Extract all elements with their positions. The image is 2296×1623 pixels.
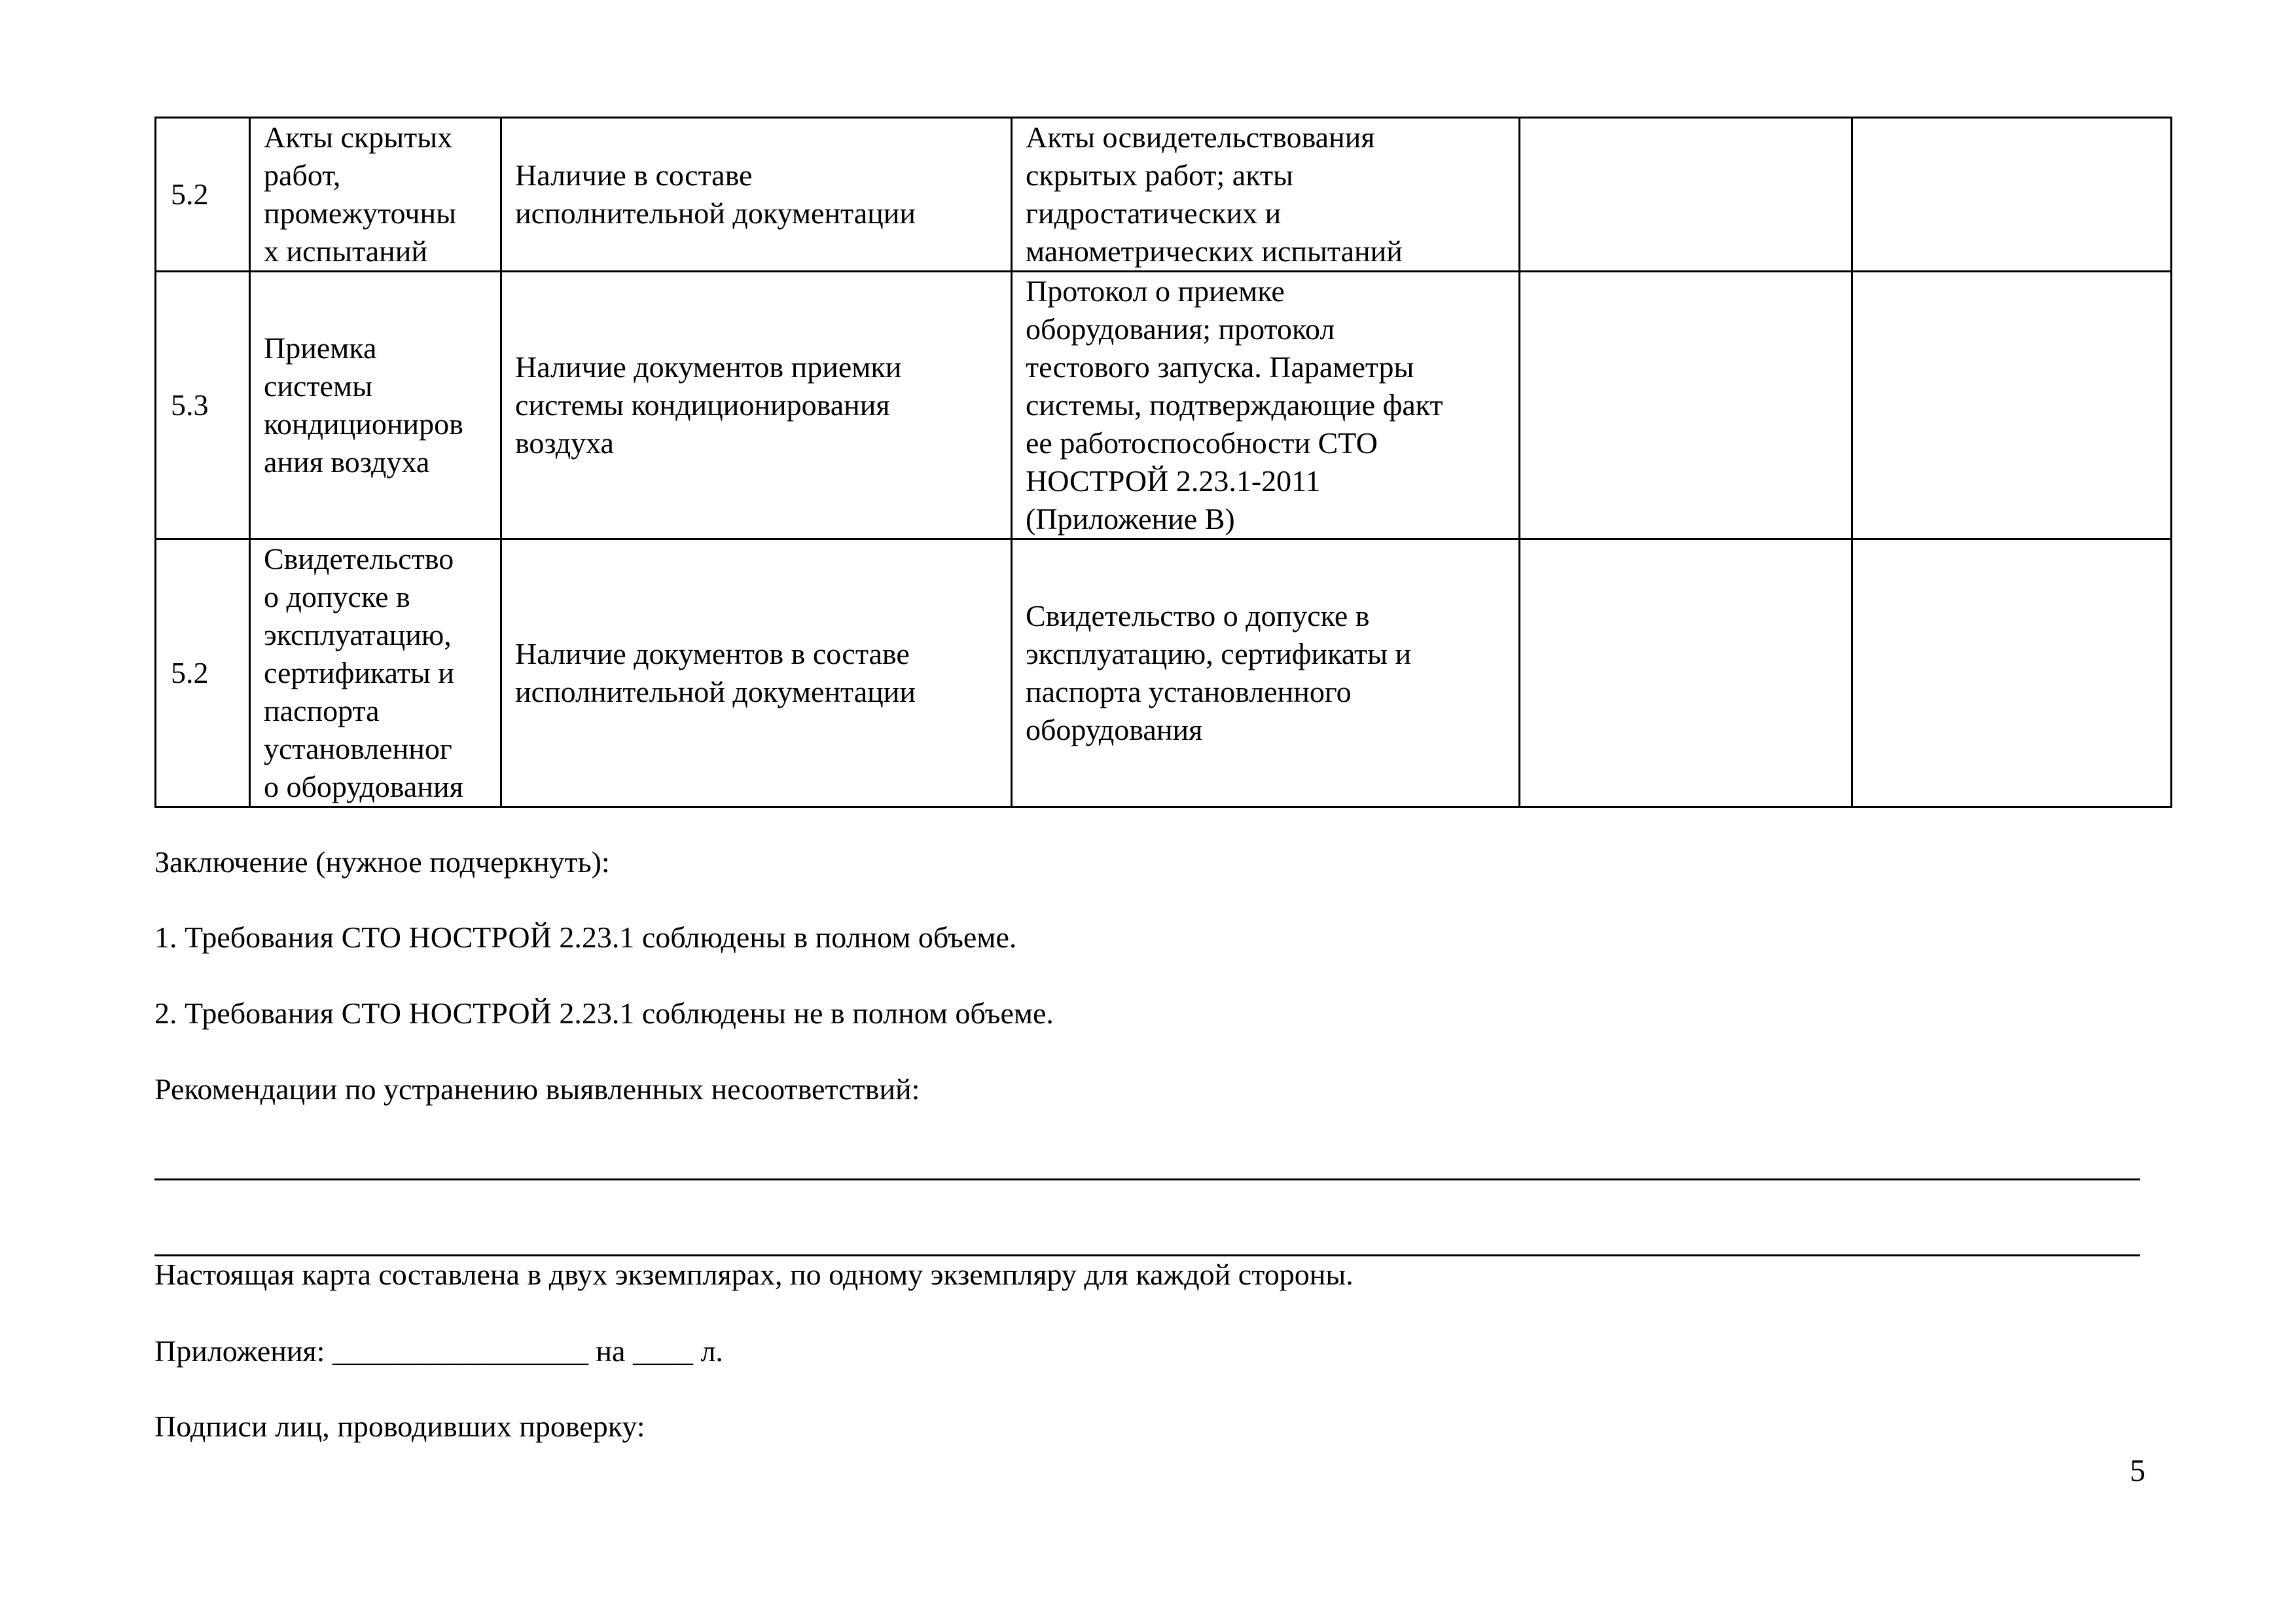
conclusion-option-1: 1. Требования СТО НОСТРОЙ 2.23.1 соблюдены в полном объеме. [154, 921, 1017, 954]
documents-cell: Протокол о приемке оборудования; протокол тестового запуска. Параметры системы, подтверждающие факт ее работоспособности СТО НОСТРОЙ 2.23.1-2011 (Приложение В) [1012, 272, 1520, 539]
row-number: 5.2 [156, 539, 250, 807]
empty-cell [1852, 539, 2172, 807]
attachments-line [154, 1332, 723, 1370]
recommendation-line [154, 1178, 2140, 1180]
documents-cell: Акты освидетельствования скрытых работ; акты гидростатических и манометрических испытаний [1012, 118, 1520, 272]
row-number: 5.3 [156, 272, 250, 539]
table-row [156, 118, 2172, 272]
check-cell: Наличие документов приемки системы кондиционирования воздуха [501, 272, 1012, 539]
empty-cell [1520, 539, 1852, 807]
copies-note: Настоящая карта составлена в двух экземплярах, по одному экземпляру для каждой стороны. [154, 1258, 1354, 1291]
conclusion-option-2: 2. Требования СТО НОСТРОЙ 2.23.1 соблюдены не в полном объеме. [154, 996, 1054, 1030]
item-cell: Свидетельство о допуске в эксплуатацию, сертификаты и паспорта установленног о оборудования [250, 539, 501, 807]
check-cell: Наличие в составе исполнительной документации [501, 118, 1012, 272]
page-number: 5 [2130, 1453, 2145, 1488]
item-cell: Приемка системы кондициониров ания воздуха [250, 272, 501, 539]
empty-cell [1852, 118, 2172, 272]
inspection-table [154, 117, 2172, 808]
row-number: 5.2 [156, 118, 250, 272]
item-cell: Акты скрытых работ, промежуточны х испытаний [250, 118, 501, 272]
empty-cell [1852, 272, 2172, 539]
conclusion-heading: Заключение (нужное подчеркнуть): [154, 845, 610, 879]
attachments-label: Приложения: [154, 1334, 325, 1368]
table-row [156, 272, 2172, 539]
table-row [156, 539, 2172, 807]
documents-cell: Свидетельство о допуске в эксплуатацию, сертификаты и паспорта установленного оборудования [1012, 539, 1520, 807]
signatures-label: Подписи лиц, проводивших проверку: [154, 1410, 645, 1443]
check-cell: Наличие документов в составе исполнительной документации [501, 539, 1012, 807]
attachments-pages-blank: ____ [632, 1334, 693, 1368]
attachments-blank: _________________ [332, 1334, 588, 1368]
attachments-sheets: л. [700, 1334, 723, 1368]
attachments-on: на [596, 1334, 626, 1368]
empty-cell [1520, 118, 1852, 272]
empty-cell [1520, 272, 1852, 539]
recommendations-label: Рекомендации по устранению выявленных несоответствий: [154, 1072, 920, 1106]
